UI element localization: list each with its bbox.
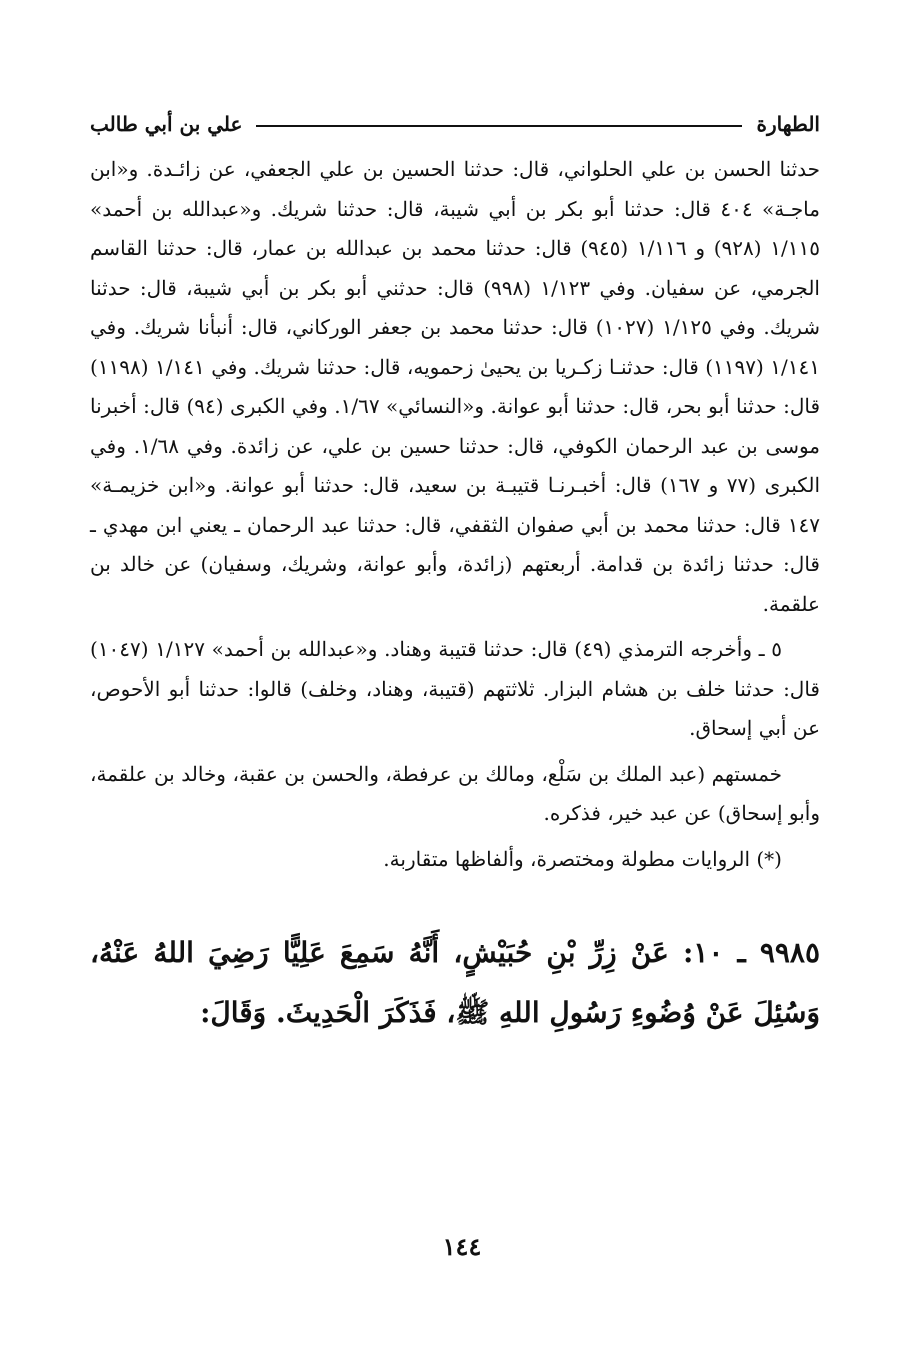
section-title: الطهارة	[756, 112, 820, 136]
running-header	[90, 104, 820, 144]
notes-paragraph-3: خمستهم (عبد الملك بن سَلْع، ومالك بن عرفطة، والحسن بن عقبة، وخالد بن علقمة، وأبو إسحاق) عن عبد خير، فذكره.	[90, 761, 820, 825]
takhrij-notes	[90, 150, 820, 879]
page-number: ١٤٤	[442, 1232, 482, 1261]
hadith-text: ٩٩٨٥ ـ ١٠: عَنْ زِرِّ بْنِ حُبَيْشٍ، أَنَّهُ سَمِعَ عَلِيًّا رَضِيَ اللهُ عَنْهُ، وَسُئِلَ عَنْ وُضُوءِ رَسُولِ اللهِ ﷺ، فَذَكَرَ الْحَدِيثَ. وَقَالَ:	[90, 936, 820, 1029]
footnote: (*) الروايات مطولة ومختصرة، وألفاظها متقاربة.	[383, 846, 782, 871]
author-title: علي بن أبي طالب	[90, 112, 243, 136]
notes-paragraph-2: ٥ ـ وأخرجه الترمذي (٤٩) قال: حدثنا قتيبة وهناد. و«عبدالله بن أحمد» ١/١٢٧ (١٠٤٧) قال: حدثنا خلف بن هشام البزار. ثلاثتهم (قتيبة، وهناد، وخلف) قالوا: حدثنا أبو الأحوص، عن أبي إسحاق.	[90, 637, 820, 740]
book-page	[90, 104, 820, 1043]
notes-paragraph-1: حدثنا الحسن بن علي الحلواني، قال: حدثنا الحسين بن علي الجعفي، عن زائـدة. و«ابن ماجـة» ٤٠٤ قال: حدثنا أبو بكر بن أبي شيبة، قال: حدثنا شريك. و«عبدالله بن أحمد» ١/١١٥ (٩٢٨) و ١/١١٦ (٩٤٥) قال: حدثنا محمد بن عبدالله بن عمار، قال: حدثنا القاسم الجرمي، عن سفيان. وفي ١/١٢٣ (٩٩٨) قال: حدثني أبو بكر بن أبي شيبة، قال: حدثنا شريك. وفي ١/١٢٥ (١٠٢٧) قال: حدثنا محمد بن جعفر الوركاني، قال: أنبأنا شريك. وفي ١/١٤١ (١١٩٧) قال: حدثنـا زكـريا بن يحيىٰ زحمويه، قال: حدثنا شريك. وفي ١/١٤١ (١١٩٨) قال: حدثنا أبو بحر، قال: حدثنا أبو عوانة. و«النسائي» ١/٦٧. وفي الكبرى (٩٤) قال: أخبرنا موسى بن عبد الرحمان الكوفي، قال: حدثنا حسين بن علي، عن زائدة. وفي ١/٦٨. وفي الكبرى (٧٧ و ١٦٧) قال: أخبـرنـا قتيبـة بن سعيد، قال: حدثنا أبو عوانة. و«ابن خزيمـة» ١٤٧ قال: حدثنا محمد بن أبي صفوان الثقفي، قال: حدثنا عبد الرحمان ـ يعني ابن مهدي ـ قال: حدثنا زائدة بن قدامة. أربعتهم (زائدة، وأبو عوانة، وشريك، وسفيان) عن خالد بن علقمة.	[90, 157, 820, 616]
header-rule	[256, 125, 742, 127]
